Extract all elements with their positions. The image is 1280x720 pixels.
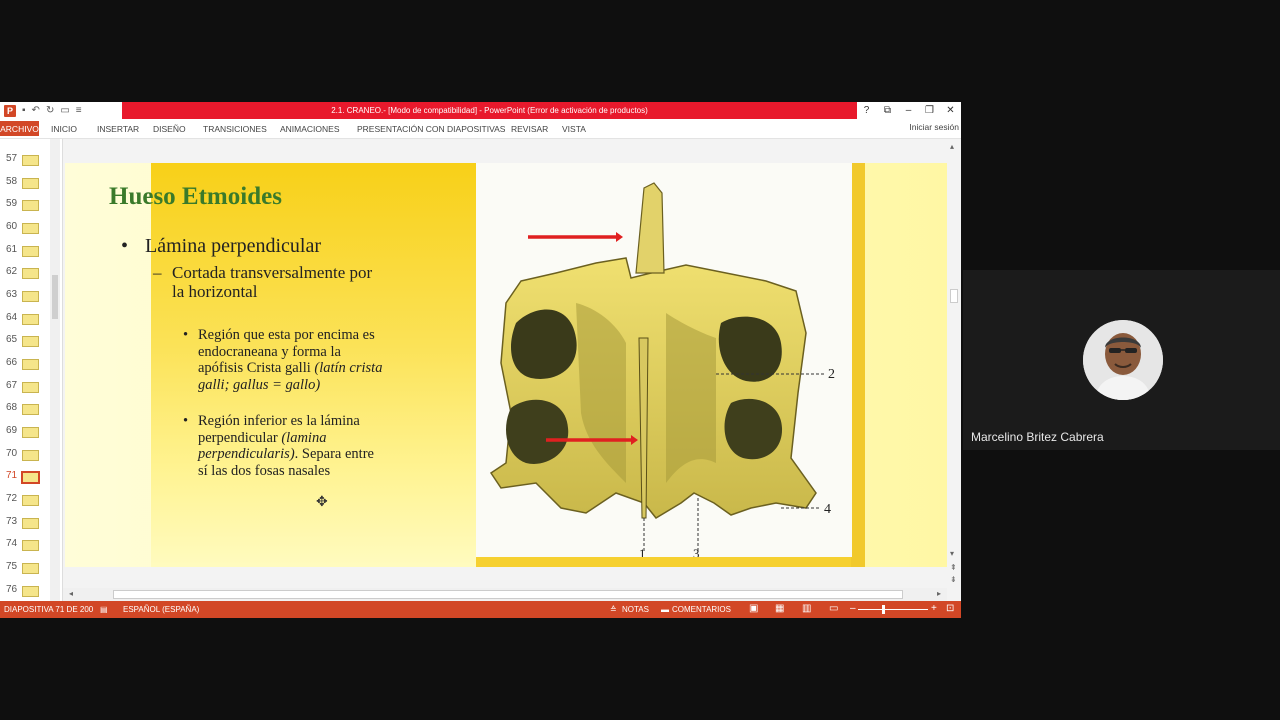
horizontal-scroll-thumb[interactable]: [113, 590, 903, 599]
thumbnail-number: 76: [6, 584, 18, 595]
thumbnail-74[interactable]: [0, 534, 62, 554]
thumbnail-number: 73: [6, 516, 18, 527]
thumbnail-68[interactable]: [0, 398, 62, 418]
figure-label-1: 1: [639, 546, 646, 557]
status-bar: [0, 601, 961, 618]
thumbnail-number: 71: [6, 470, 18, 481]
thumbnail-number: 57: [6, 153, 18, 164]
thumbnail-preview: [22, 314, 39, 325]
thumbnail-number: 60: [6, 221, 18, 232]
participant-avatar: [1083, 320, 1163, 400]
notes-icon[interactable]: ≙: [610, 605, 617, 614]
thumbnail-60[interactable]: [0, 217, 62, 237]
thumbnail-number: 72: [6, 493, 18, 504]
thumbnail-preview: [22, 291, 39, 302]
thumbnail-75[interactable]: [0, 557, 62, 577]
bullet-icon: •: [183, 327, 189, 343]
powerpoint-window: [0, 102, 961, 618]
title-bar: [0, 102, 961, 119]
tab-insertar[interactable]: INSERTAR: [97, 124, 140, 134]
scroll-up-icon[interactable]: ▴: [950, 142, 955, 151]
thumbnail-number: 68: [6, 402, 18, 413]
ribbon-tabs: [0, 119, 961, 139]
bullet-level3-b-rest: . Separa entre sí las dos fosas nasales: [198, 446, 374, 479]
scroll-left-icon[interactable]: ◂: [69, 589, 74, 598]
window-controls: [856, 102, 961, 119]
thumbnail-66[interactable]: [0, 353, 62, 373]
signin-link[interactable]: Iniciar sesión: [909, 122, 959, 132]
bullet-level3-b-content: [198, 413, 383, 479]
thumbnail-preview: [22, 268, 39, 279]
thumbnail-59[interactable]: [0, 194, 62, 214]
thumbnail-preview: [22, 382, 39, 393]
comments-button[interactable]: COMENTARIOS: [672, 605, 731, 614]
redo-icon[interactable]: ↻: [45, 105, 55, 116]
thumbnail-number: 66: [6, 357, 18, 368]
thumbnail-preview: [22, 586, 39, 597]
comments-icon[interactable]: ▬: [661, 605, 669, 614]
thumbnail-number: 59: [6, 198, 18, 209]
thumbnail-preview: [22, 540, 39, 551]
bullet-level1-text: Lámina perpendicular: [145, 235, 322, 257]
thumbnail-76[interactable]: [0, 580, 62, 600]
tab-diseno[interactable]: DISEÑO: [153, 124, 186, 134]
normal-view-icon[interactable]: ▣: [749, 603, 759, 614]
slide-right-bar: [851, 163, 865, 567]
thumbnail-preview: [22, 178, 39, 189]
next-slide-icon[interactable]: ⇟: [950, 575, 957, 584]
thumbnail-preview: [22, 472, 39, 483]
tab-animaciones[interactable]: ANIMACIONES: [280, 124, 340, 134]
start-slideshow-icon[interactable]: ▭: [60, 105, 70, 116]
thumbnail-70[interactable]: [0, 444, 62, 464]
editor-vertical-scrollbar[interactable]: [947, 139, 961, 601]
thumbnail-58[interactable]: [0, 172, 62, 192]
thumbnail-number: 70: [6, 448, 18, 459]
editor-horizontal-scrollbar[interactable]: [63, 588, 947, 601]
bullet-level3-b-text: Región inferior es la lámina perpendicular: [198, 413, 360, 446]
thumbnail-number: 74: [6, 538, 18, 549]
scroll-down-icon[interactable]: ▾: [950, 549, 955, 558]
thumbnail-preview: [22, 200, 39, 211]
ethmoid-bone-image[interactable]: [476, 163, 852, 557]
restore-button[interactable]: ❐: [925, 105, 934, 116]
slide-title[interactable]: Hueso Etmoides: [109, 183, 282, 210]
thumbnail-number: 58: [6, 176, 18, 187]
thumbnail-preview: [22, 518, 39, 529]
undo-icon[interactable]: ↶: [31, 105, 40, 116]
move-cursor-icon: ✥: [316, 493, 328, 509]
scroll-right-icon[interactable]: ▸: [936, 589, 941, 598]
minimize-button[interactable]: –: [905, 105, 912, 116]
slide-counter: DIAPOSITIVA 71 DE 200: [4, 605, 94, 614]
thumbnail-64[interactable]: [0, 308, 62, 328]
powerpoint-logo-icon: P: [4, 105, 16, 117]
figure-label-4: 4: [824, 502, 831, 517]
bullet-level3-a-italic: (latín crista galli; gallus = gallo): [198, 360, 383, 393]
reading-view-icon[interactable]: ▥: [802, 603, 812, 614]
ethmoid-illustration: [476, 163, 852, 557]
thumbnail-65[interactable]: [0, 330, 62, 350]
editor-scroll-thumb[interactable]: [950, 289, 958, 303]
bullet-level3-a-text: Región que esta por encima es endocraneana y forma la apófisis Crista galli: [198, 327, 375, 376]
tab-archivo[interactable]: ARCHIVO: [0, 121, 39, 136]
participant-name: Marcelino Britez Cabrera: [971, 430, 1104, 444]
thumbnail-61[interactable]: [0, 240, 62, 260]
fit-slide-icon[interactable]: ⊡: [946, 603, 955, 614]
current-slide[interactable]: [65, 163, 947, 567]
language-indicator[interactable]: ESPAÑOL (ESPAÑA): [123, 605, 200, 614]
close-button[interactable]: ✕: [946, 105, 955, 116]
tab-inicio[interactable]: INICIO: [51, 124, 77, 134]
thumbnail-preview: [22, 246, 39, 257]
customize-qat-icon[interactable]: ≡: [75, 105, 82, 116]
zoom-slider[interactable]: [858, 609, 928, 610]
slide-editor: [63, 139, 961, 601]
thumbnail-number: 64: [6, 312, 18, 323]
thumbnail-preview: [22, 155, 39, 166]
thumbnail-71-selected[interactable]: [0, 466, 62, 486]
thumbnail-number: 69: [6, 425, 18, 436]
quick-access-toolbar: [0, 102, 82, 119]
prev-slide-icon[interactable]: ⇞: [950, 563, 957, 572]
zoom-in-icon[interactable]: +: [931, 603, 937, 614]
zoom-slider-knob[interactable]: [882, 605, 885, 614]
thumbnail-preview: [22, 563, 39, 574]
tab-transiciones[interactable]: TRANSICIONES: [203, 124, 267, 134]
thumbnail-57[interactable]: [0, 149, 62, 169]
thumbnail-number: 62: [6, 266, 18, 277]
thumbnail-number: 63: [6, 289, 18, 300]
tab-revisar[interactable]: REVISAR: [511, 124, 549, 134]
thumbnail-preview: [22, 336, 39, 347]
zoom-out-icon[interactable]: –: [850, 603, 856, 614]
save-icon[interactable]: ▪: [22, 105, 26, 116]
bullet-level3-a-content: [198, 327, 383, 393]
notes-button[interactable]: NOTAS: [622, 605, 649, 614]
slide-sorter-icon[interactable]: ▦: [775, 603, 785, 614]
participant-face-icon: [1083, 320, 1163, 400]
thumbnail-preview: [22, 495, 39, 506]
thumbnail-preview: [22, 404, 39, 415]
bullet-level3-b-italic: (lamina perpendicularis): [198, 429, 327, 462]
spellcheck-icon[interactable]: ▤: [100, 605, 108, 614]
tab-presentacion[interactable]: PRESENTACIÓN CON DIAPOSITIVAS: [357, 124, 506, 134]
thumbnail-67[interactable]: [0, 376, 62, 396]
thumbnail-73[interactable]: [0, 512, 62, 532]
dash-icon: –: [153, 263, 162, 282]
bullet-level2-text: Cortada transversalmente por la horizontal: [172, 263, 373, 301]
slide-thumbnails-pane: [0, 139, 63, 601]
figure-label-3: 3: [693, 546, 700, 557]
help-button[interactable]: ?: [863, 105, 870, 116]
participant-video-tile[interactable]: [963, 270, 1280, 450]
bullet-icon: •: [121, 235, 129, 257]
thumbnail-63[interactable]: [0, 285, 62, 305]
bullet-icon: •: [183, 413, 189, 429]
thumbnail-preview: [22, 359, 39, 370]
thumbnail-62[interactable]: [0, 262, 62, 282]
ribbon-display-button[interactable]: ⧉: [883, 105, 892, 116]
thumbnail-number: 67: [6, 380, 18, 391]
thumbnail-preview: [22, 427, 39, 438]
thumbnail-preview: [22, 450, 39, 461]
thumbnail-number: 65: [6, 334, 18, 345]
figure-label-2: 2: [828, 367, 835, 382]
thumbnail-number: 75: [6, 561, 18, 572]
thumbnail-69[interactable]: [0, 421, 62, 441]
window-title: 2.1. CRANEO.- [Modo de compatibilidad] - PowerPoint (Error de activación de productos): [122, 102, 857, 119]
slideshow-view-icon[interactable]: ▭: [829, 603, 839, 614]
thumbnail-number: 61: [6, 244, 18, 255]
tab-vista[interactable]: VISTA: [562, 124, 586, 134]
thumbnail-72[interactable]: [0, 489, 62, 509]
thumbnail-preview: [22, 223, 39, 234]
